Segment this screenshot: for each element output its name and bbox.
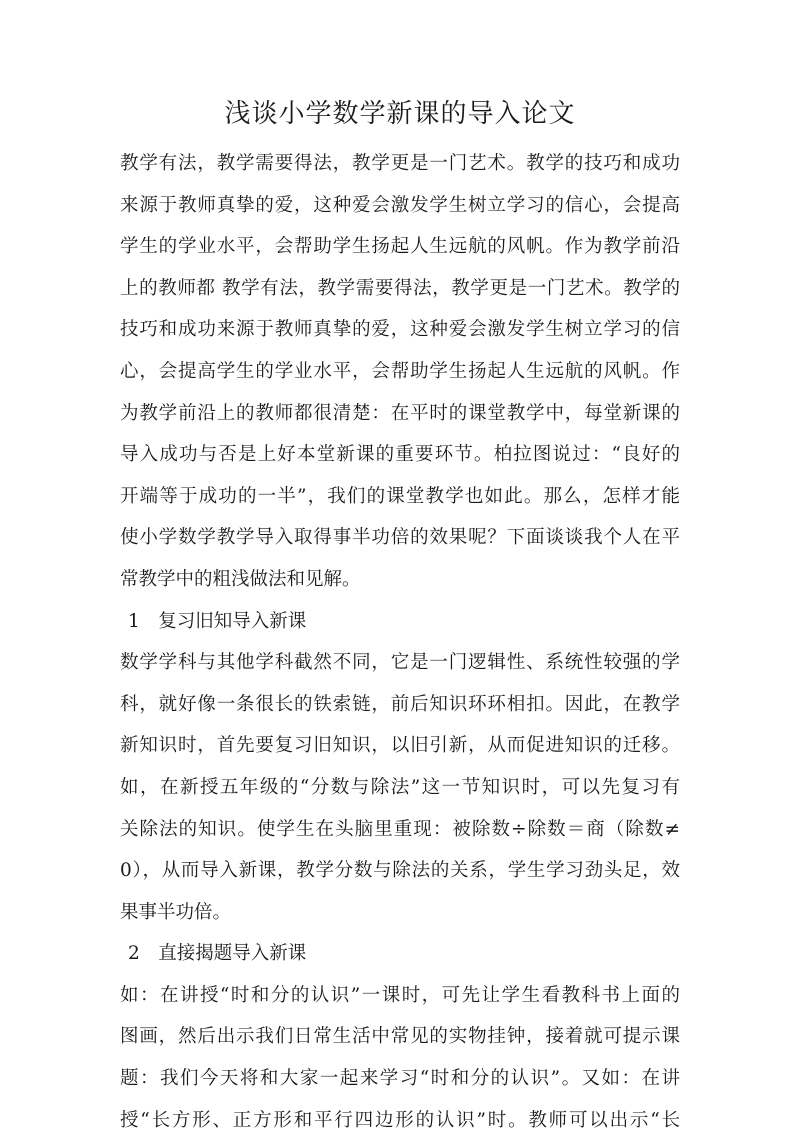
intro-line-11: 常教学中的粗浅做法和见解。 [120,568,361,590]
intro-line-10: 使小学数学教学导入取得事半功倍的效果呢？下面谈谈我个人在平 [120,527,680,549]
section-1-line-6: 0），从而导入新课，教学分数与除法的关系，学生学习劲头足，效 [120,860,680,882]
intro-line-2: 来源于教师真挚的爱，这种爱会激发学生树立学习的信心，会提高 [120,194,680,216]
intro-line-4: 上的教师都 教学有法，教学需要得法，教学更是一门艺术。教学的 [120,277,680,299]
intro-line-1: 教学有法，教学需要得法，教学更是一门艺术。教学的技巧和成功 [120,153,680,174]
document-body [120,143,680,1141]
section-1-line-1: 数学学科与其他学科截然不同，它是一门逻辑性、系统性较强的学 [120,652,680,674]
section-1-heading: 1 复习旧知导入新课 [128,610,307,632]
intro-line-6: 心，会提高学生的学业水平，会帮助学生扬起人生远航的风帆。作 [120,360,680,382]
section-1-line-2: 科，就好像一条很长的铁索链，前后知识环环相扣。因此，在教学 [120,693,680,715]
section-2-line-2: 图画，然后出示我们日常生活中常见的实物挂钟，接着就可提示课 [120,1026,680,1048]
intro-line-7: 为教学前沿上的教师都很清楚：在平时的课堂教学中，每堂新课的 [120,402,680,424]
intro-line-9: 开端等于成功的一半”，我们的课堂教学也如此。那么，怎样才能 [120,485,680,507]
intro-line-3: 学生的学业水平，会帮助学生扬起人生远航的风帆。作为教学前沿 [120,236,680,258]
section-1-line-4: 如，在新授五年级的“分数与除法”这一节知识时，可以先复习有 [120,776,680,798]
section-1-line-3: 新知识时，首先要复习旧知识，以旧引新，从而促进知识的迁移。 [120,735,680,757]
document-title: 浅谈小学数学新课的导入论文 [224,99,576,129]
section-2-line-3: 题：我们今天将和大家一起来学习“时和分的认识”。又如：在讲 [120,1068,680,1090]
intro-line-8: 导入成功与否是上好本堂新课的重要环节。柏拉图说过：“良好的 [120,444,680,466]
section-2-line-4: 授“长方形、正方形和平行四边形的认识”时。教师可以出示“长 [120,1109,680,1131]
intro-line-5: 技巧和成功来源于教师真挚的爱，这种爱会激发学生树立学习的信 [120,319,680,341]
section-2-heading: 2 直接揭题导入新课 [128,943,307,965]
section-1-line-7: 果事半功倍。 [120,901,232,923]
section-2-line-1: 如：在讲授“时和分的认识”一课时，可先让学生看教科书上面的 [120,984,680,1006]
section-1-line-5: 关除法的知识。使学生在头脑里重现：被除数÷除数＝商（除数≠ [120,818,680,840]
